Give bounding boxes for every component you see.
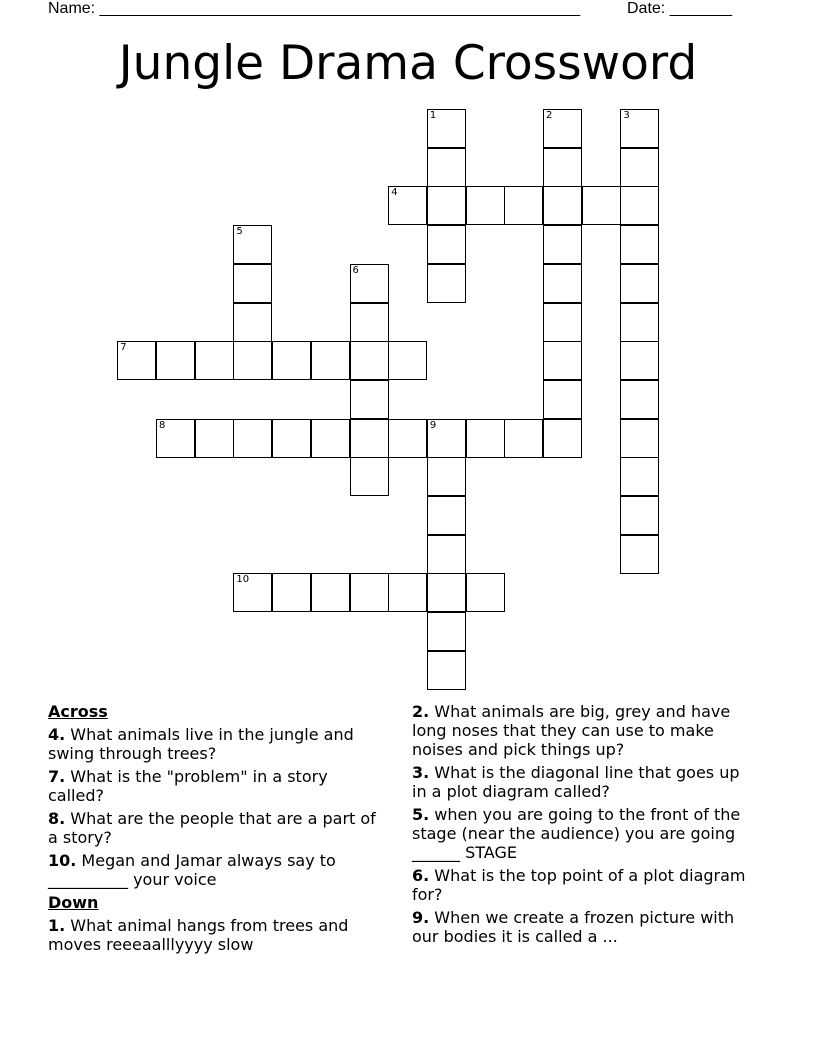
grid-cell[interactable] bbox=[543, 419, 582, 458]
grid-cell[interactable] bbox=[543, 109, 582, 148]
grid-cell[interactable] bbox=[543, 380, 582, 419]
grid-cell[interactable] bbox=[427, 457, 466, 496]
clue-number: 9 bbox=[429, 419, 437, 431]
clue-item bbox=[48, 809, 388, 847]
grid-cell[interactable] bbox=[311, 573, 350, 612]
clue-number: 8 bbox=[159, 419, 166, 431]
grid-cell[interactable] bbox=[427, 148, 466, 187]
grid-cell[interactable] bbox=[466, 186, 505, 225]
grid-cell[interactable] bbox=[427, 264, 466, 303]
clue-item bbox=[412, 805, 757, 862]
clue-number: 1 bbox=[429, 110, 437, 121]
clue-item-text: What are the people that are a part of a story? bbox=[48, 809, 376, 847]
grid-cell[interactable] bbox=[620, 419, 659, 458]
grid-cell[interactable] bbox=[543, 225, 582, 264]
grid-cell[interactable] bbox=[620, 186, 659, 225]
clue-item bbox=[412, 866, 757, 904]
grid-cell[interactable] bbox=[620, 380, 659, 419]
clue-item bbox=[48, 725, 388, 763]
clue-item-text: What animal hangs from trees and moves reeeaalllyyyy slow bbox=[48, 916, 349, 954]
clue-item bbox=[48, 916, 388, 954]
grid-cell[interactable] bbox=[350, 380, 389, 419]
clue-item bbox=[412, 908, 757, 946]
clue-item-text: When we create a frozen picture with our bodies it is called a ... bbox=[412, 908, 735, 946]
grid-cell[interactable] bbox=[156, 341, 195, 380]
date-field[interactable]: Date: _______ bbox=[627, 0, 732, 17]
clue-item-number: 8. bbox=[48, 809, 66, 828]
down-clue-list-right bbox=[412, 702, 757, 946]
clue-item bbox=[412, 702, 757, 759]
grid-cell[interactable] bbox=[427, 535, 466, 574]
grid-cell[interactable] bbox=[350, 419, 389, 458]
grid-cell[interactable] bbox=[543, 186, 582, 225]
clue-item-number: 6. bbox=[412, 866, 430, 885]
grid-cell[interactable] bbox=[466, 573, 505, 612]
clue-number: 6 bbox=[352, 264, 359, 276]
grid-cell[interactable] bbox=[350, 573, 389, 612]
grid-cell[interactable] bbox=[427, 612, 466, 651]
grid-cell[interactable] bbox=[233, 573, 272, 612]
grid-cell[interactable] bbox=[427, 225, 466, 264]
clue-item-number: 2. bbox=[412, 702, 430, 721]
grid-cell[interactable] bbox=[427, 109, 466, 148]
grid-cell[interactable] bbox=[427, 419, 466, 458]
grid-cell[interactable] bbox=[388, 573, 427, 612]
clue-number: 3 bbox=[623, 110, 630, 121]
clue-number: 4 bbox=[391, 187, 398, 199]
clue-item-number: 1. bbox=[48, 916, 66, 935]
grid-cell[interactable] bbox=[388, 419, 427, 458]
grid-cell[interactable] bbox=[620, 303, 659, 342]
grid-cell[interactable] bbox=[117, 341, 156, 380]
clue-item-text: What is the diagonal line that goes up in a plot diagram called? bbox=[412, 763, 740, 801]
grid-cell[interactable] bbox=[272, 419, 311, 458]
across-clue-list bbox=[48, 725, 388, 889]
clue-item-text: What animals are big, grey and have long noses that they can use to make noises and pick things up? bbox=[412, 702, 731, 759]
clue-item-text: Megan and Jamar always say to __________ your voice bbox=[48, 851, 336, 889]
across-heading: Across bbox=[48, 702, 108, 721]
clue-number: 5 bbox=[236, 226, 243, 238]
grid-cell[interactable] bbox=[582, 186, 621, 225]
clues-left-column bbox=[48, 702, 388, 958]
grid-cell[interactable] bbox=[543, 303, 582, 342]
grid-cell[interactable] bbox=[504, 419, 543, 458]
grid-cell[interactable] bbox=[350, 303, 389, 342]
clues-section bbox=[48, 702, 768, 1002]
clue-number: 10 bbox=[236, 574, 250, 586]
grid-cell[interactable] bbox=[620, 535, 659, 574]
grid-cell[interactable] bbox=[233, 225, 272, 264]
page-title: Jungle Drama Crossword bbox=[118, 36, 698, 91]
grid-cell[interactable] bbox=[620, 264, 659, 303]
grid-cell[interactable] bbox=[543, 341, 582, 380]
grid-cell[interactable] bbox=[195, 419, 234, 458]
grid-cell[interactable] bbox=[543, 148, 582, 187]
down-heading: Down bbox=[48, 893, 99, 912]
clue-item-text: What is the "problem" in a story called? bbox=[48, 767, 328, 805]
grid-cell[interactable] bbox=[233, 303, 272, 342]
grid-cell[interactable] bbox=[311, 341, 350, 380]
grid-cell[interactable] bbox=[620, 109, 659, 148]
grid-cell[interactable] bbox=[233, 341, 272, 380]
clue-number: 7 bbox=[120, 342, 127, 354]
clue-item-text: when you are going to the front of the stage (near the audience) you are going ______ STAGE bbox=[412, 805, 741, 862]
clue-item-number: 10. bbox=[48, 851, 77, 870]
clue-item bbox=[48, 851, 388, 889]
clue-item-text: What is the top point of a plot diagram for? bbox=[412, 866, 746, 904]
grid-cell[interactable] bbox=[620, 457, 659, 496]
grid-cell[interactable] bbox=[388, 341, 427, 380]
grid-cell[interactable] bbox=[504, 186, 543, 225]
grid-cell[interactable] bbox=[466, 419, 505, 458]
clues-right-column bbox=[412, 702, 757, 950]
grid-cell[interactable] bbox=[233, 264, 272, 303]
clue-item bbox=[48, 767, 388, 805]
grid-cell[interactable] bbox=[350, 264, 389, 303]
grid-cell[interactable] bbox=[427, 186, 466, 225]
clue-item-text: What animals live in the jungle and swing through trees? bbox=[48, 725, 354, 763]
grid-cell[interactable] bbox=[272, 341, 311, 380]
grid-cell[interactable] bbox=[427, 573, 466, 612]
clue-item bbox=[412, 763, 757, 801]
grid-cell[interactable] bbox=[350, 457, 389, 496]
grid-cell[interactable] bbox=[350, 341, 389, 380]
grid-cell[interactable] bbox=[620, 148, 659, 187]
clue-number: 2 bbox=[546, 110, 553, 121]
clue-item-number: 3. bbox=[412, 763, 430, 782]
clue-item-number: 5. bbox=[412, 805, 430, 824]
grid-cell[interactable] bbox=[156, 419, 195, 458]
down-clue-list-left bbox=[48, 916, 388, 954]
clue-item-number: 4. bbox=[48, 725, 66, 744]
grid-cell[interactable] bbox=[620, 341, 659, 380]
grid-cell[interactable] bbox=[620, 225, 659, 264]
grid-cell[interactable] bbox=[427, 496, 466, 535]
grid-cell[interactable] bbox=[195, 341, 234, 380]
grid-cell[interactable] bbox=[388, 186, 427, 225]
name-field[interactable]: Name: ______________________________________________________ bbox=[48, 0, 581, 17]
grid-cell[interactable] bbox=[311, 419, 350, 458]
grid-cell[interactable] bbox=[233, 419, 272, 458]
clue-item-number: 9. bbox=[412, 908, 430, 927]
clue-item-number: 7. bbox=[48, 767, 66, 786]
grid-cell[interactable] bbox=[427, 651, 466, 690]
grid-cell[interactable] bbox=[620, 496, 659, 535]
grid-cell[interactable] bbox=[272, 573, 311, 612]
grid-cell[interactable] bbox=[543, 264, 582, 303]
